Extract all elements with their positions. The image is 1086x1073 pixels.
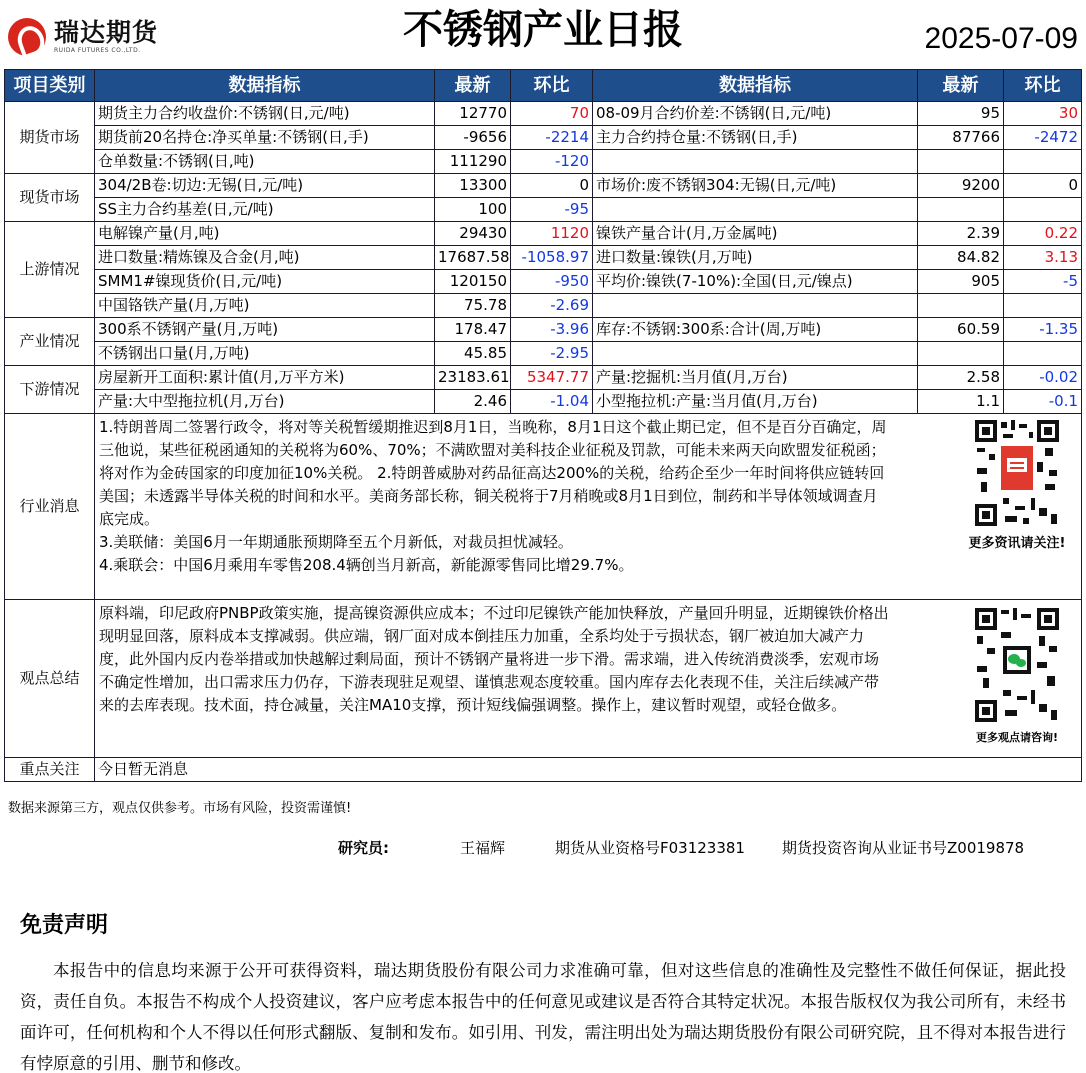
table-row bbox=[5, 342, 1082, 366]
qr-caption-news: 更多资讯请关注! bbox=[968, 536, 1066, 551]
table-row bbox=[5, 222, 1082, 246]
table-row bbox=[5, 126, 1082, 150]
change-cell: -2.69 bbox=[511, 294, 593, 318]
report-title: 不锈钢产业日报 bbox=[403, 7, 683, 53]
indicator-cell: 不锈钢出口量(月,万吨) bbox=[95, 342, 435, 366]
header-indicator-2: 数据指标 bbox=[593, 70, 918, 102]
indicator-cell: 产量:大中型拖拉机(月,万台) bbox=[95, 390, 435, 414]
indicator-cell: 小型拖拉机:产量:当月值(月,万台) bbox=[593, 390, 918, 414]
category-futures: 期货市场 bbox=[5, 102, 95, 174]
indicator-cell: 中国铬铁产量(月,万吨) bbox=[95, 294, 435, 318]
empty-cell bbox=[918, 342, 1004, 366]
empty-cell bbox=[1004, 150, 1082, 174]
table-row bbox=[5, 758, 1082, 782]
value-cell: 2.46 bbox=[435, 390, 511, 414]
empty-cell bbox=[593, 150, 918, 174]
value-cell: 23183.61 bbox=[435, 366, 511, 390]
disclaimer-body: 本报告中的信息均来源于公开可获得资料，瑞达期货股份有限公司力求准确可靠，但对这些信息的准确性及完整性不做任何保证，据此投资，责任自负。本报告不构成个人投资建议，客户应考虑本报告中的任何意见或建议是否符合其特定状况。本报告版权仅为我公司所有，未经书面许可，任何机构和个人不得以任何形式翻版、复制和发布。如引用、刊发，需注明出处为瑞达期货股份有限公司研究院，且不得对本报告进行有悖原意的引用、删节和修改。 bbox=[20, 961, 1066, 1073]
category-upstream: 上游情况 bbox=[5, 222, 95, 318]
analyst-license-2: 期货投资咨询从业证书号Z0019878 bbox=[782, 839, 1025, 857]
empty-cell bbox=[593, 342, 918, 366]
indicator-cell: 库存:不锈钢:300系:合计(周,万吨) bbox=[593, 318, 918, 342]
analyst-license-1: 期货从业资格号F03123381 bbox=[555, 839, 745, 857]
change-cell: -2472 bbox=[1004, 126, 1082, 150]
empty-cell bbox=[918, 150, 1004, 174]
table-row bbox=[5, 366, 1082, 390]
qr-code-news bbox=[961, 418, 1073, 555]
change-cell: 5347.77 bbox=[511, 366, 593, 390]
change-cell: -1.04 bbox=[511, 390, 593, 414]
indicator-cell: 进口数量:镍铁(月,万吨) bbox=[593, 246, 918, 270]
source-note: 数据来源第三方，观点仅供参考。市场有风险，投资需谨慎! bbox=[8, 801, 352, 816]
category-industry: 产业情况 bbox=[5, 318, 95, 366]
focus-cell: 今日暂无消息 bbox=[95, 758, 1082, 782]
category-spot: 现货市场 bbox=[5, 174, 95, 222]
qr-code-icon bbox=[973, 418, 1061, 528]
change-cell: -2.95 bbox=[511, 342, 593, 366]
table-row bbox=[5, 246, 1082, 270]
header-latest: 最新 bbox=[435, 70, 511, 102]
empty-cell bbox=[918, 294, 1004, 318]
header-category: 项目类别 bbox=[5, 70, 95, 102]
empty-cell bbox=[593, 198, 918, 222]
indicator-cell: 仓单数量:不锈钢(日,吨) bbox=[95, 150, 435, 174]
qr-code-icon bbox=[973, 606, 1061, 724]
news-paragraph-1: 1.特朗普周二签署行政令，将对等关税暂缓期推迟到8月1日，当晚称，8月1日这个截止期已定，但不是百分百确定，周三他说，某些征税函通知的关税将为60%、70%；不满欧盟对美科技企业征税及罚款，可能未来两天向欧盟发征税函；将对作为金砖国家的印度加征10%关税。 2.特朗普威胁对药品征高达200%的关税，给药企至少一年时间将供应链转回美国；未透露半导体关税的时间和水平。美商务部长称，铜关税将于7月稍晚或8月1日到位，制药和半导体领域调查月底完成。 bbox=[99, 418, 887, 528]
change-cell: -950 bbox=[511, 270, 593, 294]
value-cell: 9200 bbox=[918, 174, 1004, 198]
header-indicator: 数据指标 bbox=[95, 70, 435, 102]
logo-cn-text: 瑞达期货 bbox=[54, 17, 159, 47]
change-cell: -5 bbox=[1004, 270, 1082, 294]
change-cell: -1058.97 bbox=[511, 246, 593, 270]
change-cell: 0 bbox=[1004, 174, 1082, 198]
table-row bbox=[5, 390, 1082, 414]
change-cell: 70 bbox=[511, 102, 593, 126]
report-date: 2025-07-09 bbox=[924, 22, 1078, 55]
category-focus: 重点关注 bbox=[5, 758, 95, 782]
qr-caption-view: 更多观点请咨询! bbox=[975, 731, 1059, 744]
change-cell: -0.02 bbox=[1004, 366, 1082, 390]
category-news: 行业消息 bbox=[5, 414, 95, 600]
table-row bbox=[5, 270, 1082, 294]
analyst-label: 研究员: bbox=[338, 839, 389, 857]
value-cell: 2.58 bbox=[918, 366, 1004, 390]
value-cell: 60.59 bbox=[918, 318, 1004, 342]
indicator-cell: 平均价:镍铁(7-10%):全国(日,元/镍点) bbox=[593, 270, 918, 294]
value-cell: 13300 bbox=[435, 174, 511, 198]
table-row bbox=[5, 414, 1082, 600]
indicator-cell: SMM1#镍现货价(日,元/吨) bbox=[95, 270, 435, 294]
indicator-cell: 304/2B卷:切边:无锡(日,元/吨) bbox=[95, 174, 435, 198]
value-cell: 178.47 bbox=[435, 318, 511, 342]
value-cell: 87766 bbox=[918, 126, 1004, 150]
indicator-cell: 产量:挖掘机:当月值(月,万台) bbox=[593, 366, 918, 390]
table-row bbox=[5, 174, 1082, 198]
header-change-2: 环比 bbox=[1004, 70, 1082, 102]
report-header bbox=[0, 0, 1086, 68]
value-cell: 120150 bbox=[435, 270, 511, 294]
value-cell: 84.82 bbox=[918, 246, 1004, 270]
change-cell: 0 bbox=[511, 174, 593, 198]
indicator-cell: SS主力合约基差(日,元/吨) bbox=[95, 198, 435, 222]
header-change: 环比 bbox=[511, 70, 593, 102]
value-cell: 2.39 bbox=[918, 222, 1004, 246]
indicator-cell: 08-09月合约价差:不锈钢(日,元/吨) bbox=[593, 102, 918, 126]
indicator-cell: 主力合约持仓量:不锈钢(日,手) bbox=[593, 126, 918, 150]
category-view: 观点总结 bbox=[5, 600, 95, 758]
value-cell: 29430 bbox=[435, 222, 511, 246]
value-cell: 75.78 bbox=[435, 294, 511, 318]
value-cell: 1.1 bbox=[918, 390, 1004, 414]
table-row bbox=[5, 600, 1082, 758]
indicator-cell: 期货前20名持仓:净买单量:不锈钢(日,手) bbox=[95, 126, 435, 150]
change-cell: -3.96 bbox=[511, 318, 593, 342]
empty-cell bbox=[918, 198, 1004, 222]
change-cell: 0.22 bbox=[1004, 222, 1082, 246]
value-cell: 100 bbox=[435, 198, 511, 222]
indicator-cell: 房屋新开工面积:累计值(月,万平方米) bbox=[95, 366, 435, 390]
indicator-cell: 300系不锈钢产量(月,万吨) bbox=[95, 318, 435, 342]
change-cell: 3.13 bbox=[1004, 246, 1082, 270]
logo-en-text: RUIDA FUTURES CO.,LTD. bbox=[54, 46, 141, 54]
value-cell: 95 bbox=[918, 102, 1004, 126]
table-row bbox=[5, 318, 1082, 342]
news-paragraph-2: 3.美联储：美国6月一年期通胀预期降至五个月新低，对裁员担忧减轻。 bbox=[99, 533, 573, 551]
value-cell: 12770 bbox=[435, 102, 511, 126]
change-cell: -2214 bbox=[511, 126, 593, 150]
empty-cell bbox=[1004, 342, 1082, 366]
view-cell bbox=[95, 600, 1082, 758]
empty-cell bbox=[1004, 294, 1082, 318]
news-paragraph-3: 4.乘联会：中国6月乘用车零售208.4辆创当月新高，新能源零售同比增29.7%。 bbox=[99, 556, 634, 574]
empty-cell bbox=[593, 294, 918, 318]
value-cell: 45.85 bbox=[435, 342, 511, 366]
table-row bbox=[5, 294, 1082, 318]
value-cell: 17687.58 bbox=[435, 246, 511, 270]
change-cell: -0.1 bbox=[1004, 390, 1082, 414]
indicator-cell: 进口数量:精炼镍及合金(月,吨) bbox=[95, 246, 435, 270]
view-text: 原料端，印尼政府PNBP政策实施，提高镍资源供应成本；不过印尼镍铁产能加快释放，产量回升明显，近期镍铁价格出现明显回落，原料成本支撑减弱。供应端，钢厂面对成本倒挂压力加重，全系均处于亏损状态，钢厂被迫加大减产力度，此外国内反内卷举措或加快越解过剩局面，预计不锈钢产量将进一步下滑。需求端，进入传统消费淡季，宏观市场不确定性增加，出口需求压力仍存，下游表现驻足观望、谨慎悲观态度较重。国内库存去化表现不佳，关注后续减产带来的去库表现。技术面，持仓减量，关注MA10支撑，预计短线偏强调整。操作上，建议暂时观望，或轻仓做多。 bbox=[99, 604, 889, 714]
disclaimer-title: 免责声明 bbox=[20, 913, 109, 938]
change-cell: -1.35 bbox=[1004, 318, 1082, 342]
table-row bbox=[5, 102, 1082, 126]
indicator-cell: 市场价:废不锈钢304:无锡(日,元/吨) bbox=[593, 174, 918, 198]
change-cell: -120 bbox=[511, 150, 593, 174]
table-header-row bbox=[5, 70, 1082, 102]
change-cell: 1120 bbox=[511, 222, 593, 246]
news-cell bbox=[95, 414, 1082, 600]
change-cell: -95 bbox=[511, 198, 593, 222]
value-cell: -9656 bbox=[435, 126, 511, 150]
qr-code-view bbox=[961, 606, 1073, 749]
indicator-cell: 电解镍产量(月,吨) bbox=[95, 222, 435, 246]
indicator-cell: 镍铁产量合计(月,万金属吨) bbox=[593, 222, 918, 246]
table-row bbox=[5, 198, 1082, 222]
category-downstream: 下游情况 bbox=[5, 366, 95, 414]
indicator-cell: 期货主力合约收盘价:不锈钢(日,元/吨) bbox=[95, 102, 435, 126]
analyst-name: 王福辉 bbox=[460, 839, 506, 857]
value-cell: 905 bbox=[918, 270, 1004, 294]
empty-cell bbox=[1004, 198, 1082, 222]
value-cell: 111290 bbox=[435, 150, 511, 174]
change-cell: 30 bbox=[1004, 102, 1082, 126]
table-row bbox=[5, 150, 1082, 174]
header-latest-2: 最新 bbox=[918, 70, 1004, 102]
data-table bbox=[4, 69, 1082, 782]
